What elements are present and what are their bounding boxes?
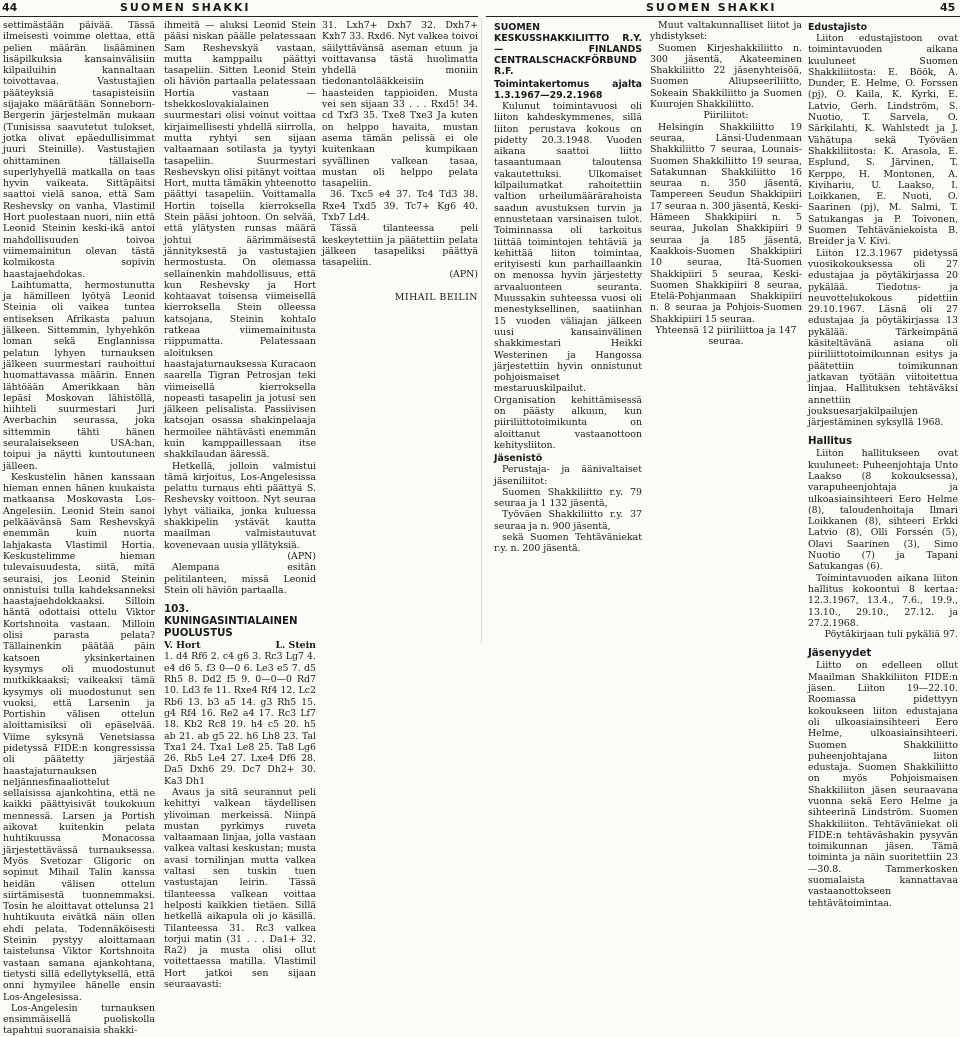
paragraph: (APN): [449, 268, 478, 280]
section-heading: Jäsenyydet: [808, 648, 872, 660]
page-gutter: [481, 18, 482, 643]
game-moves: 1. d4 Rf6 2. c4 g6 3. Rc3 Lg7 4. e4 d6 5. f3 0—0 6. Le3 e5 7. d5 Rh5 8. Dd2 f5 9. 0—0—0 Rd7 10. Ld3 fe 11. Rxe4 Rf4 12. Lc2 Rb6 13. b3 a5 14. g3 Rh5 15. g4 Rf4 16. Re2 a4 17. Rc3 Lf7 18. Kb2 Rc8 19. h4 c5 20. h5 ab 21. ab g5 22. h6 Lh8 23. Tal Txa1 24. Txa1 Le8 25. Ta8 Lg6 26. Rb5 Le4 27. Lxe4 Df6 28. Da5 Dxh6 29. Dc7 Dh2+ 30. Ka3 Dh1: [164, 651, 316, 787]
paragraph: ihmeitä — aluksi Leonid Stein pääsi niskan päälle pelatessaan Sam Reshevskyä vastaan, mutta kamppailu päättyi tasapeliin. Sitten Leonid Stein oli häviön partaalla pelatessaan Hortia vastaan — tshekkoslovakialainen suurmestari olisi voinut voittaa kirjaimellisesti yhdellä siirrolla, mutta ryhtyi sen sijaan valtaamaan sotilasta ja tyytyi tasapeliin. Suurmestari Reshevskyn olisi pitänyt voittaa Hort, mutta tämäkin yhteenotto päättyi tasapeliin. Voittamalla Hortin toisella kierroksella Stein pääsi johtoon. On selvää, että ylätysten runsas määrä johtui äärimmäisestä jännityksestä ja vastustajien hermostusta. On olemassa sellainenkin mahdollisuus, että kun Reshevsky ja Hort kohtaavat toisensa viimeisellä kierroksella Stein olleessa katsojana, Steinin kohtalo ratkeaa viimemainitusta riippumatta. Pelatessaan aloituksen haastajaturnauksessa Kuracaon saarella Tigran Petrosjan teki viimeisellä kierroksella nopeasti tasapelin ja jotusi sen jälkeen pelisalista. Passiivisen katsojan osassa shakinpelaaja hermoilee nähtävästi enemmän kuin kamppaillessaan itse shakkilaudan ääressä.: [164, 20, 316, 461]
report-column-1: [494, 20, 642, 642]
left-running-head: SUOMEN SHAKKI: [120, 1, 251, 14]
left-header-rule: [0, 16, 478, 17]
paragraph: Los-Angelesin turnauksen ensimmäisellä puoliskolla tapahtui suoranaisia shakki-: [3, 1002, 155, 1037]
paragraph: Liitto on edelleen ollut Maailman Shakkiliiton FIDE:n jäsen. Liiton 19—22.10. Roomassa pidettyyn kokoukseen liiton edustajana oli ulkoasiainsihteeri Eero Helme, ulkoasiainsihteeri. Suomen Shakkiliitto puheenjohtajana liiton edustaja. Suomen Shakkiliitto on myös Pohjoismaisen Shakkiliiton jäsen seuraavana vuonna sekä Eero Helme ja sihteerinä Lindström. Suomen Shakkiliiton. Tehtäväniekat oli FIDE:n tehtäväshakin pysyvän toimikunnan jäsen. Tämä toiminta ja näin suoritettiin 23—30.8. Tammerkosken suomalaista kannattavaa vastaanottokseen tehtävätoimintaa.: [808, 660, 958, 909]
right-header-rule: [486, 16, 960, 17]
white-player: V. Hort: [164, 640, 201, 652]
paragraph: Liiton edustajistoon ovat toimintavuoden aikana kuuluneet Suomen Shakkiliitosta: E. Böök, A. Dunder, E. Helme, O. Forssen (pj), O. Kaila, K. Kyrki, E. Latvio, Gerh. Lindström, S. Nuotio, T. Sarvela, O. Särkilahti, K. Wahlstedt ja J. Vähätupa sekä Työväen Shakkiliitosta: K. Arasola, E. Esplund, S. Järvinen, T. Kerppo, H. Montonen, A. Kivihariu, U. Laakso, I. Loikkanen, E. Nuoti, O. Saarinen (pj), M. Salmi, T. Satukangas ja P. Toivonen, Suomen Tehtäväniekoista B. Breider ja V. Kivi.: [808, 33, 958, 248]
black-player: L. Stein: [275, 640, 316, 652]
game-title: 103. KUNINGASINTIALAINEN PUOLUSTUS: [164, 604, 298, 640]
paragraph: Kulunut toimintavuosi oli liiton kahdeskymmenes, sillä liiton perustava kokous on pidetty 20.3.1948. Vuoden aikana saattoi liitto tasaantumaan taloutensa vakautettuksi. Ulkomaiset kilpailumatkat rahoitettiin valtion urheilumäärärahoista saadun avustuksen turvin ja ennustetaan varsinaisen tulot. Toiminnassa oli tarkoitus liittää toimintojen tehtäviä ja kehittää liiton toimintaa, erityisesti kun parhaillaankin on menossa hyvin järjestetty arvaaluonteen seuranta. Muussakin suhteessa vuosi oli menestyksellinen, saatiinhan 15 vuoden väliajan jälkeen uusi kansainvälinen shakkimestari Heikki Westerinen ja Hangossa järjestettiin hyvin onnistunut pohjoismaiset mestaruuskilpailut. Organisation kehittämisessä on päästy alkuun, kun piiriliittotoimikunta on aloittanut vastaanottoon kehitysliiton.: [494, 101, 642, 451]
section-heading: Toimintakertomus ajalta 1.3.1967—29.2.1968: [494, 79, 642, 101]
paragraph: sekä Suomen Tehtäväniekat r.y. n. 200 jäsentä.: [494, 531, 642, 555]
paragraph: Alempana esitän pelitilanteen, missä Leonid Stein oli häviön partaalla.: [164, 562, 316, 596]
game-continuation: 31. Lxh7+ Dxh7 32. Dxh7+ Kxh7 33. Rxd6. Nyt valkea toivoi säilyttävänsä aseman etuun ja voittavansa tästä huolimatta yhdellä moniin tiedonantolääkkeisiin haasteiden tappioiden. Musta vei sen sijaan 33 . . . Rxd5! 34. cd Txf3 35. Txe8 Txe3 Ja kuten on helppo havaita, mustan asema tämän pelissä ei ole kuitenkaan kumpikaan syvällinen valkean tasaa, mustan oli helppo pelata tasapeliin.: [322, 20, 478, 190]
paragraph: 36. Txc5 e4 37. Tc4 Td3 38. Rxe4 Txd5 39. Tc7+ Kg6 40. Txb7 Ld4.: [322, 189, 478, 224]
paragraph: Laihtumatta, hermostunutta ja hämilleen lyötyä Leonid Steinia oli vaikea tuntea entiseksen Afrikasta paluun jälkeen. Sittemmin, lyhyehkön loman sekä Englannissa pelatun lyhyen turnauksen jälkeen suurmestari rauhoittui huomattavassa määrin. Ennen lähtöään Amerikkaan hän lepäsi Moskovan lähistöllä, hiihteli suurmestari Juri Averbachin seurassa, joka sittemmin tähti hänen seuralaisekseen USA:han, toipui ja näytti kuntoutuneen jälleen.: [3, 279, 155, 472]
paragraph: Helsingin Shakkiliitto 19 seuraa, Länsi-Uudenmaan Shakkiliitto 7 seuraa, Lounais-Suomen Shakkiliitto 19 seuraa, Satakunnan Shakkiliitto 16 seuraa n. 350 jäsentä, Tampereen Seudun Shakkipiiri 17 seuraa n. 300 jäsentä, Keski-Hämeen Shakkipiiri n. 5 seuraa, Jukolan Shakkipiiri 9 seuraa ja 185 jäsentä, Kaakkois-Suomen Shakkipiiri 10 seuraa, Itä-Suomen Shakkipiiri 5 seuraa, Keski-Suomen Shakkipiiri 8 seuraa, Etelä-Pohjanmaan Shakkipiiri n. 8 seuraa ja Pohjois-Suomen Shakkipiiri 15 seuraa.: [650, 121, 802, 325]
article-column-1: [3, 20, 155, 1037]
right-page-number: 45: [940, 1, 956, 14]
section-heading: Jäsenistö: [494, 453, 543, 465]
article-column-3: [322, 20, 478, 642]
paragraph: Työväen Shakkiliitto r.y. 37 seuraa ja n. 900 jäsentä,: [494, 509, 642, 532]
paragraph: Hetkellä, jolloin valmistui tämä kirjoitus, Los-Angelesissa pelattu turnaus ehti päättyä S. Reshevsky voittoon. Nyt seuraa lyhyt väliaika, jonka kuluessa shakkipelin ystävät kautta maailman valmistautuvat kovenevaan uusia yllätyksiä.: [164, 460, 316, 551]
paragraph: Yhteensä 12 piiriliittoa ja 147 seuraa.: [655, 325, 797, 348]
section-heading: Hallitus: [808, 436, 853, 448]
left-page-number: 44: [2, 1, 18, 14]
paragraph: Toimintavuoden aikana liiton hallitus kokoontui 8 kertaa: 12.3.1967, 13.4., 7.6., 19.9., 13.10., 29.10., 27.12. ja 27.2.1968.: [808, 572, 958, 629]
right-running-head: SUOMEN SHAKKI: [646, 1, 777, 14]
paragraph: Piiriliitot:: [703, 110, 749, 122]
paragraph: settimästään päivää. Tässä ilmeisesti voimme olettaa, että pelien määrän lisääminen lisäpilkuksia kansainvälisiin kilpailuihin kannaltaan toivottavaa. Vastustajien pääteyksiä tasapisteisiin sijajako määrätään Sonneborn-Bergerin järjestelmän mukaan (Tunisissa saavutetut tulokset, jotka olivat epäedullisimmat juuri Steinille). Vastustajien ohittaminen tällaisella superlyhyellä matkalla on taas hyvin vaikeata. Sittäpäitsi saattoi vielä sanoa, että Sam Reshevsky on vanha, Vlastimil Hort puolestaan nuori, niin että Leonid Steinin keski-ikä antoi mahdollisuuden toivoa viimemainitun olevan tästä kolmikosta sopivin haastajaehdokas.: [3, 20, 155, 280]
paragraph: Tässä tilanteessa peli keskeytettiin ja päätettiin pelata jälkeen tasapeliksi päättyä tasapeliin.: [322, 223, 478, 269]
section-heading: SUOMEN KESKUSSHAKKILIITTO R.Y. — FINLANDS CENTRALSCHACKFÖRBUND R.F.: [494, 22, 642, 77]
report-column-2: [650, 20, 802, 642]
article-column-2: [164, 20, 316, 991]
game-players: [164, 640, 316, 651]
paragraph: Suomen Kirjeshakkiliitto n. 300 jäsentä, Akateeminen Shakkiliitto 22 jäsenyhteisöä, Suomen Aliupseeriliitto, Sokeain Shakkiliitto ja Suomen Kuurojen Shakkiliitto.: [650, 42, 802, 111]
paragraph: Pöytäkirjaan tuli pykäliä 97.: [824, 629, 958, 641]
paragraph: Suomen Shakkiliitto r.y. 79 seuraa ja 1 132 jäsentä,: [494, 486, 642, 510]
paragraph: Liiton 12.3.1967 pidetyssä vuosikokouksessa oli 27 edustajaa ja pöytäkirjassa 20 pykälää. Tiedotus- ja neuvottelukokous pidettiin 29.10.1967. Läsnä oli 27 edustajaa ja pöytäkirjassa 13 pykälää. Tärkeimpänä käsiteltävänä asiana oli piiriliittotoimikunnan esitys ja päätettiin toimikunnan jatkavan työtään viitoitettua linjaa. Hallituksen tehtäväksi annettiin jouksuesarjakilpailujen järjestäminen syksyllä 1968.: [808, 247, 958, 429]
report-column-3: [808, 20, 958, 909]
source-credit: (APN): [287, 550, 316, 562]
paragraph: Liiton hallitukseen ovat kuuluneet: Puheenjohtaja Unto Laakso (8 kokouksessa), varapuheenjohtaja ja ulkoasiainsihteeri Eero Helme (8), taloudenhoitaja Ilmari Loikkanen (8), sihteeri Erkki Latvio (8), Olli Forssén (5), Olavi Saarinen (3), Simo Nuotio (7) ja Tapani Satukangas (6).: [808, 448, 958, 573]
section-heading: Edustajisto: [808, 22, 868, 33]
paragraph: Keskustelin hänen kanssaan hieman ennen hänen kuukaista matkaansa Moskovasta Los-Angelesiin. Leonid Stein sanoi pelkäävänsä Sam Reshevskyä enemmän kuin nuorta lahjakasta Vlastimil Hortia. Keskustelimme hieman tulevaisuudesta, siitä, mitä seuraisi, jos Leonid Steinin onnistuisi tulla kahdeksanneksi haastajaehdokkaaksi. Silloin häntä odottaisi ottelu Viktor Kortshnoita vastaan. Milloin olisi parasta pelata? Tällainenkin päätää päin katsoen yksinkertainen kysymys oli muodostunut mutkikkaaksi; vaikeaksi tämä kysymys oli muodostunut sen vuoksi, että Larsenin ja Portishin välisen ottelun aloittamisiksi oli epäselvää. Viime syksynä Venetsiassa pidetyssä FIDE:n kongressissa oli päätetty järjestää haastajaturnauksen neljännesfinaaliottelut sellaisissa ajankohtina, että ne kaikki päättyisivät toukokuun mennessä. Larsen ja Portish aikovat kuitenkin pelata huhtikuussa Monacossa järjestettävässä turnauksessa. Myös Svetozar Gligoric on sopinut Mihail Talin kanssa heidän välisen ottelun siirtämisestä tuonnemmaksi. Tosin he aloittavat ottelunsa 21 huhtikuuta eivätkä näin ollen ehdi pelata. Todennäköisesti Steinin pystyy aloittamaan taistelunsa Viktor Kortshnoita vastaan samana ajankohtana, tietysti sillä edellytyksellä, että onni hymyilee hänelle ensin Los-Angelesissa.: [3, 471, 155, 1003]
paragraph: Perustaja- ja äänivaltaiset jäseniliitot:: [494, 464, 642, 487]
paragraph: Muut valtakunnalliset liitot ja yhdistykset:: [650, 20, 802, 43]
author-signature: MIHAIL BEILIN: [394, 291, 478, 303]
paragraph: Avaus ja sitä seurannut peli kehittyi valkean täydellisen ylivoiman merkeissä. Niinpä mustan pyrkimys ruveta valtaamaan linjaa, jolla vastaan valkea valtasi keskustan; musta avasi tornilinjan mutta valkea valtasi sen tuskin tuen vastustajan leirin. Tässä tilanteessa valkean voittaa helposti kaikkien tietäen. Sillä hetkellä aikapula oli jo käsillä. Tilanteessa 31. Rc3 valkea torjui matin (31 . . . Da1+ 32. Ra2) ja musta olisi ollut voitettaessa matilla. Vlastimil Hort jatkoi sen sijaan seuraavasti:: [164, 787, 316, 991]
